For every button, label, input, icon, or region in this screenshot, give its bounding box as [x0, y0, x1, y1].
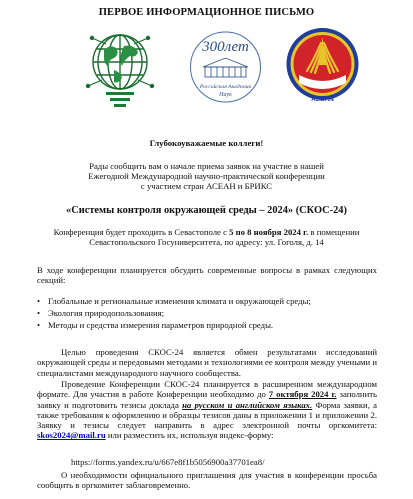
academy-year-text: 300лет	[202, 39, 249, 55]
asean-emblem	[285, 27, 360, 106]
deadline: 7 октября 2024 г.	[268, 389, 337, 400]
intro-line-3: с участием стран АСЕАН и БРИКС	[140, 181, 273, 192]
conference-dates	[40, 227, 373, 247]
format-text-a: Проведение Конференции СКОС-24 планируется в расширенном международном формате. Для участия в работе Конференции необходимо до	[37, 379, 377, 400]
goal-paragraph: Целью проведения СКОС-24 является обмен результатами исследований окружающей среды и передовыми методами и технологиями ее контроля между учеными и специалистами международного научного сообщества.	[37, 347, 377, 378]
letter-title: ПЕРВОЕ ИНФОРМАЦИОННОЕ ПИСЬМО	[98, 7, 315, 18]
intro-text	[40, 161, 373, 192]
globe-network-logo	[84, 20, 156, 112]
conference-title: «Системы контроля окружающей среды – 2024» (СКОС-24)	[66, 205, 347, 216]
dates-post: в помещении Севастопольского Госуниверситета, по адресу: ул. Гоголя, д. 14	[89, 227, 360, 248]
academy-300-logo	[189, 27, 262, 107]
sections-list	[37, 296, 382, 332]
intro-line-1: Рады сообщить вам о начале приема заявок на участие в нашей	[89, 161, 324, 171]
academy-name-line2: Наук	[219, 92, 232, 98]
format-text-b: заполнить заявку и подготовить тезисы доклада	[37, 389, 377, 410]
list-item: • Глобальные и региональные изменения климата и окружающей среды;	[37, 296, 382, 308]
intro-line-2: Ежегодной Международной научно-практической конференции	[88, 171, 325, 182]
sections-intro: В ходе конференции планируется обсудить современные вопросы в рамках следующих секций:	[37, 265, 377, 286]
format-text-c: Форма заявки, а также требования к оформлению и образцы тезисов даны в приложении 1 и приложении 2. Заявку и тезисы следует направить в адрес электронной почты оргкомитета:	[37, 399, 378, 431]
list-item: • Экология природопользования;	[37, 308, 382, 320]
invitation-paragraph: О необходимости официального приглашения для участия в конференции просьба сообщить в оргкомитет заблаговременно.	[37, 470, 377, 491]
academy-name-line1: Российская Академия	[199, 84, 252, 90]
languages: на русском и английском языках.	[182, 399, 313, 410]
format-paragraph	[37, 379, 377, 441]
asean-text: ASEAN	[311, 96, 334, 103]
list-item: • Методы и средства измерения параметров природной среды.	[37, 320, 382, 332]
dates-bold: 5 по 8 ноября 2024 г.	[229, 227, 309, 237]
dates-pre: Конференция будет проходить в Севастополе с	[53, 227, 230, 237]
greeting: Глубокоуважаемые коллеги!	[149, 138, 264, 148]
email-link[interactable]: skos2024@mail.ru	[37, 430, 106, 441]
form-url-link[interactable]: https://forms.yandex.ru/u/667e8f1b5056900a37701ea8/	[71, 457, 265, 467]
format-text-d: или разместить их, используя яндекс-форму:	[105, 430, 274, 441]
